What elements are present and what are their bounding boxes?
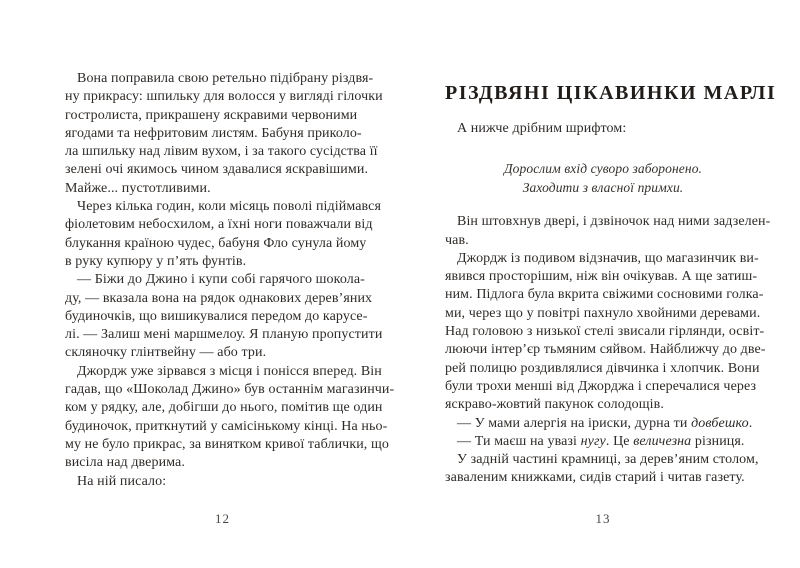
- paragraph: [65, 70, 383, 198]
- paragraph: [445, 159, 761, 197]
- text-line: На ній писало:: [77, 473, 167, 489]
- text-line: Майже... пустотливими.: [65, 180, 211, 196]
- text-line: Дорослим вхід суворо заборонено.: [503, 161, 703, 177]
- paragraph: [445, 120, 761, 138]
- text-line: лі. — Залиш мені маршмелоу. Я планую пропустити: [65, 327, 383, 343]
- text-line: яскраво-жовтий пакунок солодощів.: [445, 397, 664, 413]
- text-line: скляночку глінтвейну — або три.: [65, 345, 267, 361]
- page-number-right: 13: [595, 511, 611, 526]
- chapter-heading: РІЗДВЯНІ ЦІКАВИНКИ МАРЛІ: [445, 82, 777, 104]
- text-line: А нижче дрібним шрифтом:: [457, 121, 627, 136]
- intro-line: [445, 120, 761, 138]
- paragraph: [445, 415, 761, 433]
- text-line: явився просторішим, ніж він очікував. А ще затиш-: [445, 269, 758, 285]
- text-line: були трохи менші від Джорджа і сперечалися через: [445, 378, 757, 394]
- text-line: ним. Підлога була вкрита свіжими сосновими голка-: [445, 287, 764, 303]
- text-line: гадав, що «Шоколад Джино» був останнім магазинчи-: [65, 382, 395, 398]
- text-line: люючи інтер’єр тьмяним сяйвом. Найближчу до две-: [445, 342, 766, 358]
- text-line: Джордж уже зірвався з місця і понісся вперед. Він: [77, 363, 382, 379]
- text-line: ну прикрасу: шпильку для волосся у вигляді гілочки: [65, 89, 383, 105]
- text-line: заваленим книжками, сидів старий і читав газету.: [445, 470, 745, 486]
- paragraph: [65, 271, 383, 362]
- text-line: Над головою з низької стелі звисали гірлянди, освіт-: [445, 324, 765, 340]
- text-line: висіла над дверима.: [65, 455, 185, 471]
- text-line: блукання країною чудес, бабуня Фло сунула йому: [65, 235, 367, 251]
- text-line: ягодами та нефритовим листям. Бабуня приколо-: [65, 125, 362, 141]
- paragraph: [445, 213, 771, 250]
- text-line: в руку купюру у п’ять фунтів.: [65, 253, 247, 269]
- text-line: — Ти маєш на увазі нугу. Це величезна різниця.: [457, 433, 745, 449]
- text-line: будиночок, приткнутий у самісінькому кінці. На ньо-: [65, 418, 388, 434]
- paragraph: [65, 363, 395, 473]
- paragraph: [445, 250, 766, 415]
- text-line: Через кілька годин, коли місяць поволі підіймався: [77, 199, 381, 215]
- text-line: му не було прикрас, за винятком кривої таблички, що: [65, 436, 389, 452]
- text-line: Заходити з власної примхи.: [522, 180, 684, 196]
- text-line: ду, — вказала вона на рядок однакових дерев’яних: [65, 290, 373, 306]
- text-line: зелені очі якимось чином здавалися яскравішими.: [65, 162, 369, 178]
- paragraph: [65, 198, 380, 271]
- page-right-text: [445, 213, 771, 487]
- text-line: ла шпильку над лівим вухом, і за такого сусідства її: [65, 144, 378, 160]
- text-line: рей полицю роздивлялися дівчинка і хлопчик. Вони: [445, 360, 760, 376]
- page-left: [65, 0, 395, 568]
- text-line: гостролиста, прикрашену яскравими червоними: [65, 107, 358, 123]
- page-right: [445, 0, 777, 568]
- text-line: будиночків, що вишикувалися передом до карусе-: [65, 308, 368, 324]
- paragraph: [65, 473, 380, 491]
- text-line: Він штовхнув двері, і дзвіночок над ними задзелен-: [457, 214, 771, 230]
- text-line: фіолетовим небосхилом, а їхні ноги поважчали від: [65, 217, 373, 233]
- paragraph: [445, 433, 761, 451]
- page-left-text: [65, 70, 395, 491]
- shop-sign-text: [445, 159, 761, 197]
- text-line: — У мами алергія на іриски, дурна ти довбешко.: [457, 415, 753, 431]
- page-number-left: 12: [215, 511, 230, 526]
- text-line: ком у рядку, але, добігши до нього, помітив ще один: [65, 400, 383, 416]
- paragraph: [445, 451, 761, 488]
- text-line: ми, через що у повітрі пахнуло хвойними деревами.: [445, 305, 761, 321]
- text-line: — Біжи до Джино і купи собі гарячого шокола-: [77, 272, 365, 288]
- text-line: чав.: [445, 232, 469, 248]
- text-line: Джордж із подивом відзначив, що магазинчик ви-: [457, 250, 759, 266]
- text-line: У задній частині крамниці, за дерев’яним столом,: [457, 452, 759, 468]
- text-line: Вона поправила свою ретельно підібрану різдвя-: [77, 71, 374, 86]
